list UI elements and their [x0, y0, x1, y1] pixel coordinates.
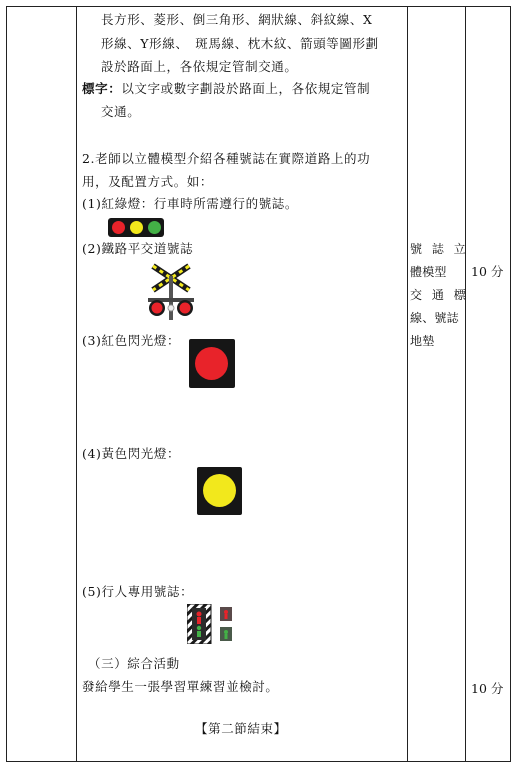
materials-line-2: 體模型: [410, 265, 447, 279]
time-first: 10 分: [471, 264, 504, 279]
materials-line-5: 地墊: [410, 334, 435, 348]
item-5-pedestrian-signal: (5)行人專用號誌：: [82, 584, 194, 599]
point-2-line-1: 2.老師以立體模型介紹各種號誌在實際道路上的功: [82, 151, 371, 166]
materials-line-3: 交 通 標: [410, 288, 469, 302]
content-line-1: 長方形、菱形、倒三角形、網狀線、斜紋線、X: [101, 12, 373, 27]
column-divider-1: [76, 6, 77, 762]
table-border-right: [510, 6, 511, 762]
item-1-traffic-light: (1)紅綠燈：行車時所需遵行的號誌。: [82, 196, 299, 211]
content-line-2: 形線、Y形線、 斑馬線、枕木紋、箭頭等圖形劃: [101, 36, 379, 51]
item-2-railway-crossing: (2)鐵路平交道號誌: [82, 241, 194, 256]
traffic-light-icon: [108, 218, 164, 237]
section-3-text: 發給學生一張學習單練習並檢討。: [82, 679, 279, 694]
column-divider-3: [465, 6, 466, 762]
table-border-top: [6, 6, 510, 7]
table-border-left: [6, 6, 7, 762]
time-second: 10 分: [471, 681, 504, 696]
section-3-heading: （三）綜合活動: [88, 656, 180, 671]
railway-crossing-signal-icon: [145, 262, 197, 320]
red-flashing-light-icon: [189, 339, 235, 388]
materials-line-1: 號 誌 立: [410, 242, 469, 256]
materials-line-4: 線、號誌: [410, 311, 459, 325]
column-divider-2: [407, 6, 408, 762]
pedestrian-signal-icon: [187, 604, 237, 644]
marking-paragraph: [82, 81, 370, 96]
item-3-red-flashing-light: (3)紅色閃光燈：: [82, 333, 181, 348]
marking-label: 標字：: [82, 81, 122, 96]
content-line-3: 設於路面上，各依規定管制交通。: [101, 59, 298, 74]
materials-cell: [410, 238, 469, 353]
yellow-flashing-light-icon: [197, 467, 242, 515]
end-mark: 【第二節結束】: [195, 721, 287, 736]
table-border-bottom: [6, 761, 510, 762]
point-2-line-2: 用，及配置方式。如：: [82, 174, 214, 189]
item-4-yellow-flashing-light: (4)黃色閃光燈：: [82, 446, 181, 461]
marking-text: 以文字或數字劃設於路面上，各依規定管制: [121, 81, 371, 96]
marking-text-line-2: 交通。: [101, 104, 141, 119]
